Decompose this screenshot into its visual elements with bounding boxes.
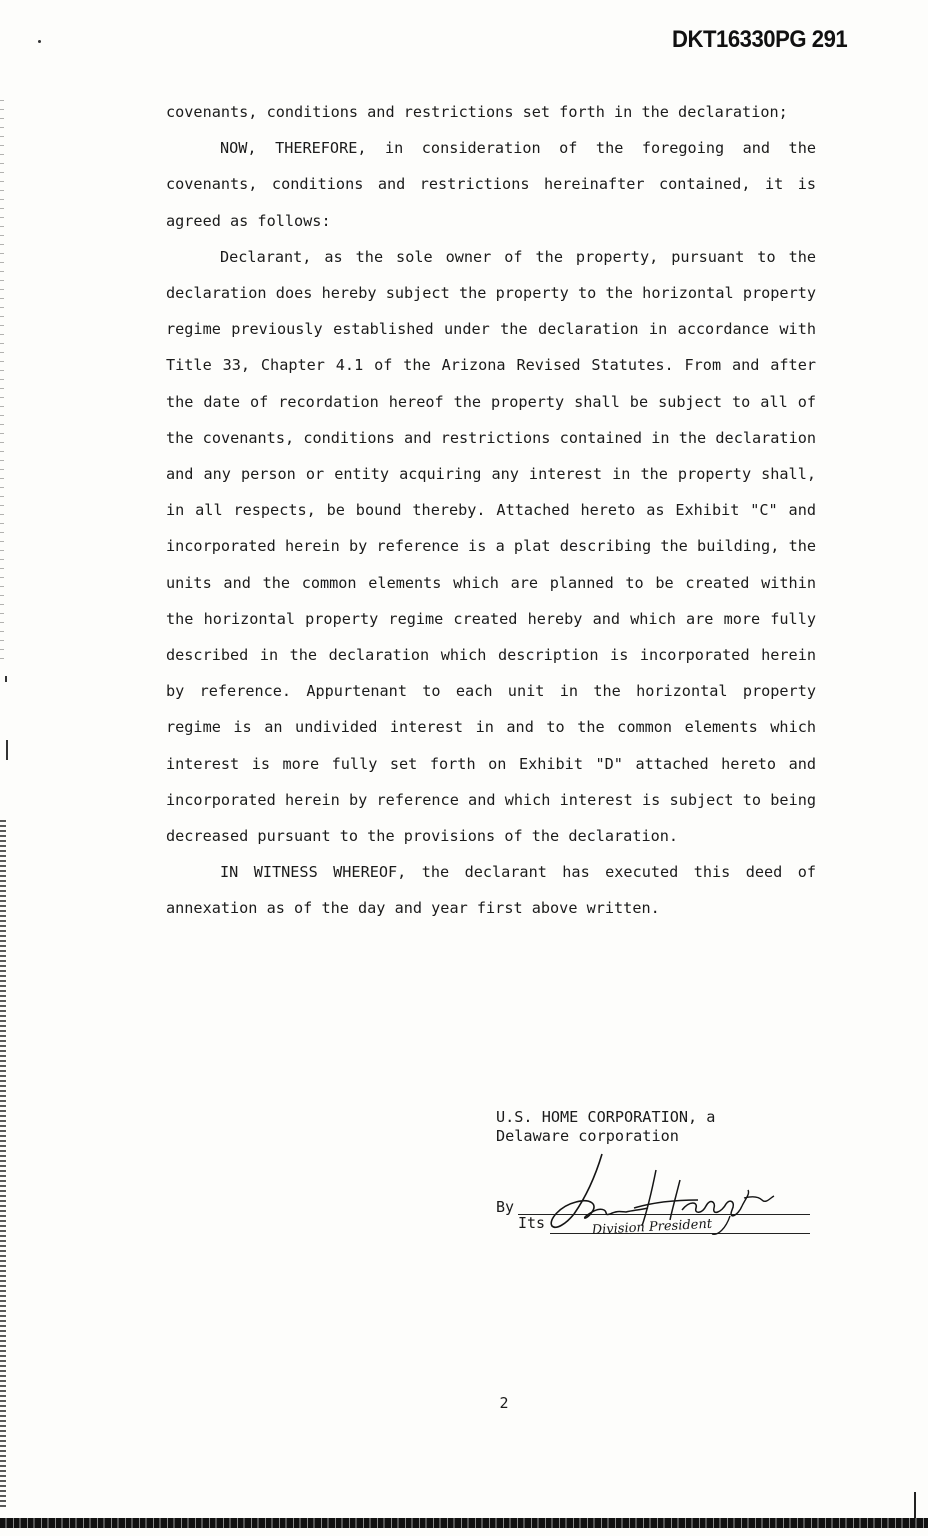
scan-speck: [38, 40, 41, 43]
signature-block: [496, 1108, 816, 1146]
recording-stamp: DKT16330PG 291: [672, 26, 848, 53]
its-label: Its: [518, 1214, 546, 1232]
paragraph-declarant: Declarant, as the sole owner of the property, pursuant to the declaration does hereby subject the property to the horizontal property regime previously established under the declaration in accordance with Title 33, Chapter 4.1 of the Arizona Revised Statutes. From and after the date of recordation hereof the property shall be subject to all of the covenants, conditions and restrictions contained in the declaration and any person or entity acquiring any interest in the property shall, in all respects, be bound thereby. Attached hereto as Exhibit "C" and incorporated herein by reference is a plat describing the building, the units and the common elements which are planned to be created within the horizontal property regime created hereby and which are more fully described in the declaration which description is incorporated herein by reference. Appurtenant to each unit in the horizontal property regime is an undivided interest in and to the common elements which interest is more fully set forth on Exhibit "D" attached hereto and incorporated herein by reference and which interest is subject to being decreased pursuant to the provisions of the declaration.: [166, 247, 816, 846]
by-label: By: [496, 1198, 515, 1216]
scan-edge-noise-top: [0, 100, 4, 660]
paragraph-therefore: NOW, THEREFORE, in consideration of the foregoing and the covenants, conditions and restrictions hereinafter contained, it is agreed as follows:: [166, 139, 816, 230]
corporation-name: U.S. HOME CORPORATION, a: [496, 1108, 716, 1126]
document-body: [166, 94, 816, 927]
paragraph-continuation: covenants, conditions and restrictions set forth in the declaration;: [166, 103, 788, 121]
handwritten-signature: [530, 1150, 800, 1240]
page-number: 2: [499, 1394, 509, 1412]
scan-speck: [6, 740, 8, 760]
scan-corner-mark: [914, 1492, 922, 1518]
scan-speck: [5, 676, 7, 682]
scan-bottom-bar: [0, 1518, 928, 1528]
corporation-state: Delaware corporation: [496, 1127, 679, 1145]
signer-title-handwritten: Division President: [591, 1216, 713, 1238]
scan-edge-noise: [0, 820, 6, 1510]
paragraph-witness: IN WITNESS WHEREOF, the declarant has executed this deed of annexation as of the day and year first above written.: [166, 863, 816, 918]
